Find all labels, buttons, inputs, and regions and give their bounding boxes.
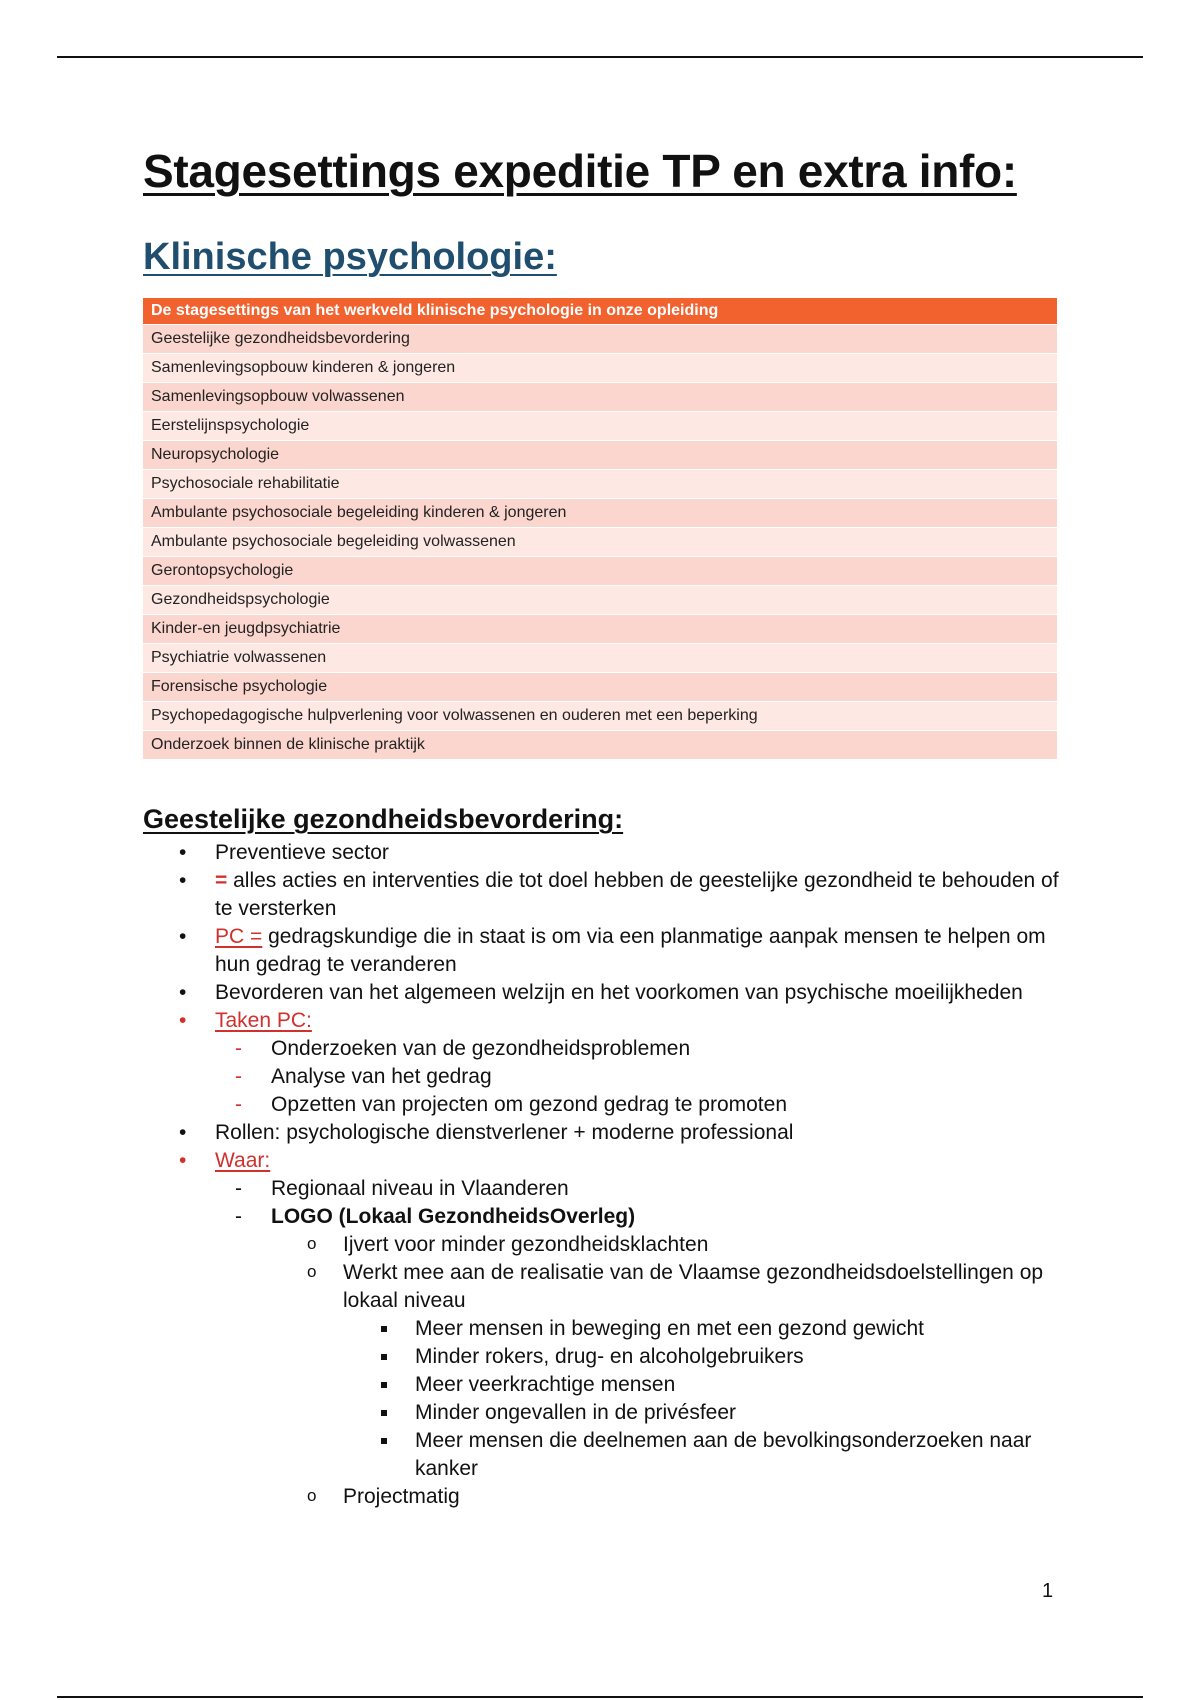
list-item <box>215 1091 1063 1119</box>
goals-list <box>343 1315 1063 1483</box>
table-cell: Psychopedagogische hulpverlening voor volwassenen en ouderen met een beperking <box>143 702 1057 731</box>
section-content <box>143 839 1063 1511</box>
top-rule <box>57 56 1143 58</box>
list-item <box>215 1175 1063 1203</box>
table-cell: Ambulante psychosociale begeleiding kinderen & jongeren <box>143 499 1057 528</box>
list-item <box>343 1399 1063 1427</box>
table-row <box>143 354 1057 383</box>
list-item-text: Meer mensen die deelnemen aan de bevolkingsonderzoeken naar kanker <box>415 1429 1032 1480</box>
bottom-rule <box>57 1696 1143 1698</box>
table-row <box>143 412 1057 441</box>
list-item <box>271 1483 1063 1511</box>
page-number: 1 <box>1042 1580 1054 1602</box>
list-item-text: Opzetten van projecten om gezond gedrag te promoten <box>271 1093 787 1116</box>
list-item <box>343 1343 1063 1371</box>
pc-marker: PC = <box>215 925 263 948</box>
list-item-text: Projectmatig <box>343 1485 460 1508</box>
table-cell: Gerontopsychologie <box>143 557 1057 586</box>
list-item <box>143 867 1063 923</box>
table-row <box>143 528 1057 557</box>
list-item <box>215 1063 1063 1091</box>
table-row <box>143 644 1057 673</box>
table-row <box>143 470 1057 499</box>
list-item <box>271 1231 1063 1259</box>
list-item <box>343 1427 1063 1483</box>
table-header: De stagesettings van het werkveld klinische psychologie in onze opleiding <box>143 298 1057 325</box>
table-row <box>143 383 1057 412</box>
list-item-text: Analyse van het gedrag <box>271 1065 492 1088</box>
list-item <box>343 1371 1063 1399</box>
list-item <box>271 1259 1063 1483</box>
list-item-text: Meer veerkrachtige mensen <box>415 1373 676 1396</box>
table-row <box>143 325 1057 354</box>
list-item-text: Meer mensen in beweging en met een gezond gewicht <box>415 1317 924 1340</box>
table-cell: Gezondheidspsychologie <box>143 586 1057 615</box>
table-cell: Geestelijke gezondheidsbevordering <box>143 325 1057 354</box>
list-item-text: Werkt mee aan de realisatie van de Vlaamse gezondheidsdoelstellingen op lokaal niveau <box>343 1261 1044 1312</box>
list-item-text: Minder rokers, drug- en alcoholgebruikers <box>415 1345 804 1368</box>
list-item <box>143 1119 1063 1147</box>
waar-label: Waar: <box>215 1149 271 1172</box>
list-item <box>143 923 1063 979</box>
table-cell: Psychosociale rehabilitatie <box>143 470 1057 499</box>
subsection-title: Geestelijke gezondheidsbevordering: <box>143 804 624 834</box>
bullet-list <box>143 839 1063 1511</box>
table-row <box>143 615 1057 644</box>
section-title: Klinische psychologie: <box>143 236 557 278</box>
list-item <box>143 979 1063 1007</box>
table-cell: Eerstelijnspsychologie <box>143 412 1057 441</box>
table-cell: Ambulante psychosociale begeleiding volwassenen <box>143 528 1057 557</box>
list-item-taken <box>143 1007 1063 1119</box>
definition-marker: = <box>215 869 228 892</box>
table-row <box>143 557 1057 586</box>
document-title: Stagesettings expeditie TP en extra info: <box>143 145 1017 197</box>
table-cell: Psychiatrie volwassenen <box>143 644 1057 673</box>
stagesettings-table <box>143 298 1057 759</box>
list-item-text: gedragskundige die in staat is om via een planmatige aanpak mensen te helpen om hun gedrag te veranderen <box>215 925 1046 976</box>
list-item-text: Bevorderen van het algemeen welzijn en het voorkomen van psychische moeilijkheden <box>215 981 1023 1004</box>
table-row <box>143 731 1057 760</box>
table-row <box>143 441 1057 470</box>
list-item <box>343 1315 1063 1343</box>
list-item-text: Ijvert voor minder gezondheidsklachten <box>343 1233 709 1256</box>
list-item-text: Onderzoeken van de gezondheidsproblemen <box>271 1037 691 1060</box>
list-item-text: alles acties en interventies die tot doel hebben de geestelijke gezondheid te behouden of te versterken <box>215 869 1059 920</box>
table-row <box>143 586 1057 615</box>
taken-label: Taken PC: <box>215 1009 312 1032</box>
waar-list <box>215 1175 1063 1511</box>
table-row <box>143 673 1057 702</box>
table-cell: Kinder-en jeugdpsychiatrie <box>143 615 1057 644</box>
list-item <box>215 1203 1063 1511</box>
list-item-text: Minder ongevallen in de privésfeer <box>415 1401 737 1424</box>
table-cell: Onderzoek binnen de klinische praktijk <box>143 731 1057 760</box>
table-header-row <box>143 298 1057 325</box>
logo-label: LOGO (Lokaal GezondheidsOverleg) <box>271 1205 636 1228</box>
list-item <box>143 839 1063 867</box>
list-item-text: Preventieve sector <box>215 841 389 864</box>
table-row <box>143 499 1057 528</box>
table-cell: Neuropsychologie <box>143 441 1057 470</box>
list-item-text: Regionaal niveau in Vlaanderen <box>271 1177 569 1200</box>
list-item <box>215 1035 1063 1063</box>
list-item-text: Rollen: psychologische dienstverlener + moderne professional <box>215 1121 794 1144</box>
table-row <box>143 702 1057 731</box>
table-cell: Samenlevingsopbouw kinderen & jongeren <box>143 354 1057 383</box>
list-item-waar <box>143 1147 1063 1511</box>
logo-list <box>271 1231 1063 1511</box>
table-cell: Forensische psychologie <box>143 673 1057 702</box>
taken-list <box>215 1035 1063 1119</box>
table-cell: Samenlevingsopbouw volwassenen <box>143 383 1057 412</box>
